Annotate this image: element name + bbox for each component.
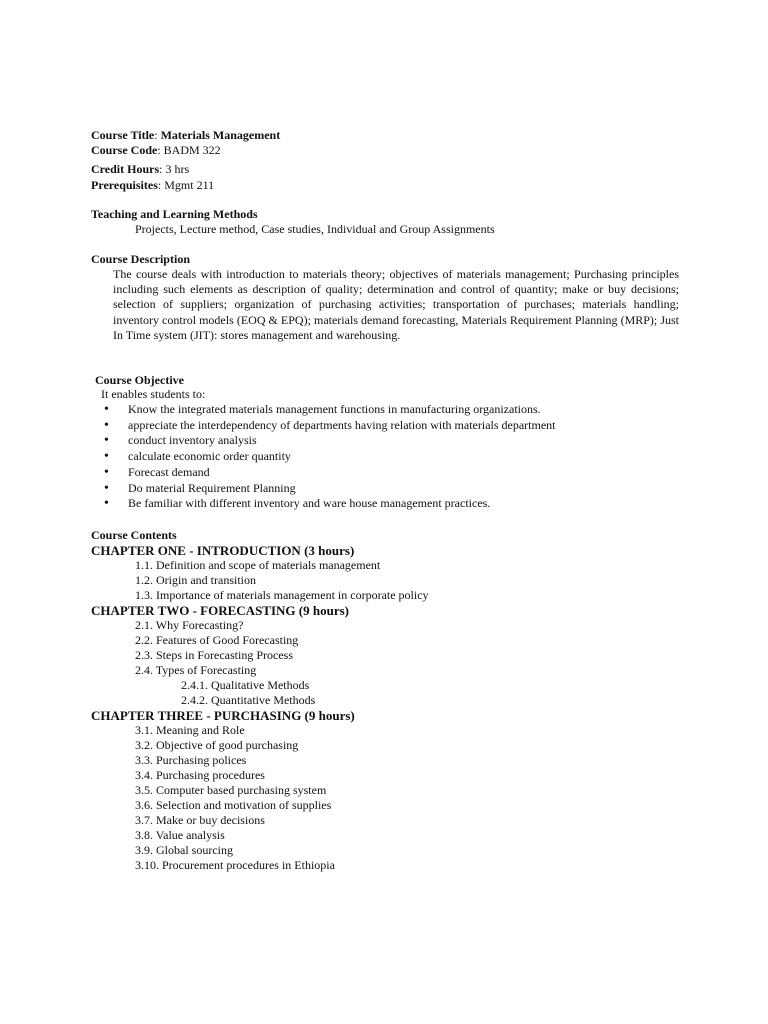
contents-heading: Course Contents	[91, 528, 177, 542]
objective-item: • Know the integrated materials management functions in manufacturing organizations.	[104, 402, 556, 418]
objective-item: • Do material Requirement Planning	[104, 481, 556, 497]
course-title-value: Materials Management	[160, 128, 281, 142]
course-title-line: Course Title: Materials Management	[91, 128, 281, 142]
chapter-two-item: 2.4. Types of Forecasting	[135, 663, 257, 677]
course-code-label: Course Code	[91, 143, 158, 157]
prerequisites-label: Prerequisites	[91, 178, 158, 192]
objective-item: • appreciate the interdependency of departments having relation with materials department	[104, 418, 556, 434]
teaching-text: Projects, Lecture method, Case studies, Individual and Group Assignments	[135, 222, 495, 236]
description-text: The course deals with introduction to materials theory; objectives of materials management; Purchasing principles including such elements as description of quality; determination and control of quantity; make or buy decisions; selection of suppliers; organization of purchasing activities; transportation of purchases; materials handling; inventory control models (EOQ & EPQ); materials demand forecasting, Materials Requirement Planning (MRP); Just In Time system (JIT): stores management and warehousing.	[113, 267, 679, 342]
chapter-one-item: 1.1. Definition and scope of materials management	[135, 558, 381, 572]
chapter-two-title: CHAPTER TWO - FORECASTING (9 hours)	[91, 603, 349, 618]
chapter-three-item: 3.4. Purchasing procedures	[135, 768, 265, 782]
credit-hours-label: Credit Hours	[91, 162, 160, 176]
prerequisites-value: Mgmt 211	[164, 178, 215, 192]
chapter-one-item: 1.2. Origin and transition	[135, 573, 256, 587]
course-code-value: BADM 322	[163, 143, 221, 157]
chapter-one-item: 1.3. Importance of materials management in corporate policy	[135, 588, 429, 602]
credit-hours-value: 3 hrs	[165, 162, 190, 176]
chapter-three-item: 3.2. Objective of good purchasing	[135, 738, 299, 752]
chapter-two-item: 2.3. Steps in Forecasting Process	[135, 648, 293, 662]
course-code-line: Course Code: BADM 322	[91, 143, 221, 157]
course-title-label: Course Title	[91, 128, 155, 142]
description-heading: Course Description	[91, 252, 190, 266]
objective-intro: It enables students to:	[101, 387, 206, 401]
objective-item: • Forecast demand	[104, 465, 556, 481]
chapter-three-item: 3.8. Value analysis	[135, 828, 225, 842]
objective-item: • calculate economic order quantity	[104, 449, 556, 465]
objective-item: • conduct inventory analysis	[104, 433, 556, 449]
chapter-three-item: 3.1. Meaning and Role	[135, 723, 245, 737]
teaching-heading: Teaching and Learning Methods	[91, 207, 258, 221]
chapter-three-item: 3.7. Make or buy decisions	[135, 813, 265, 827]
chapter-one-title: CHAPTER ONE - INTRODUCTION (3 hours)	[91, 543, 355, 558]
chapter-three-item: 3.10. Procurement procedures in Ethiopia	[135, 858, 335, 872]
chapter-three-item: 3.3. Purchasing polices	[135, 753, 247, 767]
chapter-three-item: 3.5. Computer based purchasing system	[135, 783, 327, 797]
chapter-two-subitem: 2.4.1. Qualitative Methods	[181, 678, 310, 692]
chapter-two-item: 2.2. Features of Good Forecasting	[135, 633, 299, 647]
objective-list	[104, 402, 556, 512]
chapter-two-subitem: 2.4.2. Quantitative Methods	[181, 693, 316, 707]
credit-hours-line: Credit Hours: 3 hrs	[91, 162, 190, 176]
chapter-three-item: 3.9. Global sourcing	[135, 843, 233, 857]
prerequisites-line: Prerequisites: Mgmt 211	[91, 178, 215, 192]
chapter-three-item: 3.6. Selection and motivation of supplies	[135, 798, 332, 812]
chapter-two-item: 2.1. Why Forecasting?	[135, 618, 244, 632]
chapter-three-title: CHAPTER THREE - PURCHASING (9 hours)	[91, 708, 355, 723]
objective-item: • Be familiar with different inventory and ware house management practices.	[104, 496, 556, 512]
objective-heading: Course Objective	[95, 373, 184, 387]
